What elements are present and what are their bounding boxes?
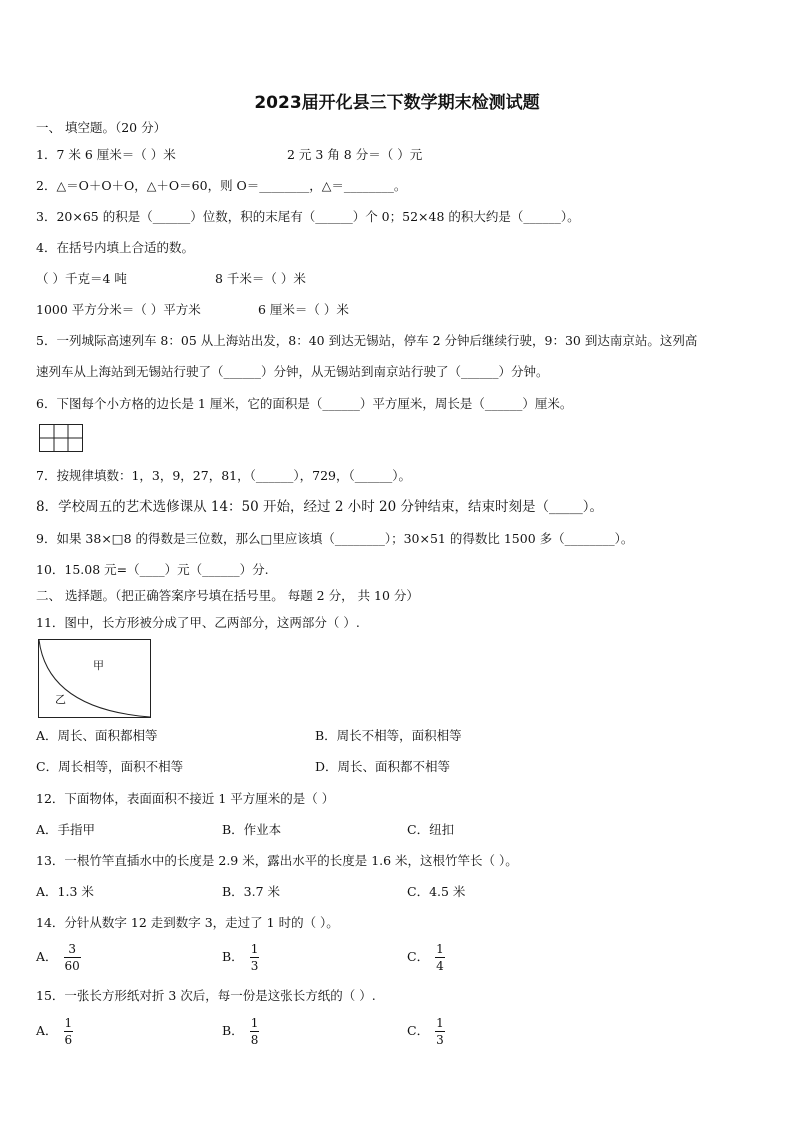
fraction (435, 942, 445, 973)
option-label: A． (36, 1023, 58, 1038)
denominator: 3 (250, 959, 259, 973)
denominator: 60 (64, 959, 80, 973)
question-6: 6．下图每个小方格的边长是 1 厘米，它的面积是（______）平方厘米，周长是（______）厘米。 (36, 396, 573, 411)
question-15: 15．一张长方形纸对折 3 次后，每一份是这张长方纸的（ ）. (36, 988, 376, 1003)
question-9: 9．如果 38×□8 的得数是三位数，那么□里应该填（________）；30×51 的得数比 1500 多（________）。 (36, 531, 634, 546)
option-label: B． (222, 949, 244, 964)
denominator: 6 (64, 1033, 73, 1047)
question-1b: 2 元 3 角 8 分＝（ ）元 (287, 147, 423, 162)
numerator: 1 (64, 1016, 73, 1030)
question-14: 14．分针从数字 12 走到数字 3，走过了 1 时的（ ）。 (36, 915, 339, 930)
question-12-option-b: B．作业本 (222, 822, 282, 837)
option-label: C． (407, 1023, 430, 1038)
numerator: 3 (68, 942, 76, 956)
question-5-line2: 速列车从上海站到无锡站行驶了（______）分钟，从无锡站到南京站行驶了（______）分钟。 (36, 364, 549, 379)
numerator: 1 (250, 942, 259, 956)
section-choice-heading: 二、 选择题。（把正确答案序号填在括号里。 每题 2 分， 共 10 分） (36, 588, 419, 603)
denominator: 4 (436, 959, 444, 973)
denominator: 8 (250, 1033, 259, 1047)
question-4a: （ ）千克＝4 吨 (36, 271, 127, 286)
option-label: A． (36, 949, 58, 964)
question-4: 4．在括号内填上合适的数。 (36, 240, 194, 255)
option-label: B． (222, 1023, 244, 1038)
question-14-option-b (222, 942, 259, 973)
question-15-option-a (36, 1016, 73, 1047)
question-15-option-b (222, 1016, 259, 1047)
section-fill-in-heading: 一、 填空题。（20 分） (36, 120, 167, 135)
question-4d: 6 厘米＝（ ）米 (258, 302, 349, 317)
numerator: 1 (436, 1016, 444, 1030)
question-11: 11．图中，长方形被分成了甲、乙两部分，这两部分（ ）. (36, 615, 360, 630)
question-13-option-c: C．4.5 米 (407, 884, 466, 899)
question-11-option-c: C．周长相等，面积不相等 (36, 759, 184, 774)
question-4b: 8 千米＝（ ）米 (215, 271, 306, 286)
question-1a: 1．7 米 6 厘米＝（ ）米 (36, 147, 176, 162)
fraction (250, 1016, 260, 1047)
numerator: 1 (250, 1016, 259, 1030)
fraction (435, 1016, 445, 1047)
fraction (64, 942, 81, 973)
question-12: 12．下面物体，表面面积不接近 1 平方厘米的是（ ） (36, 791, 335, 806)
question-3: 3．20×65 的积是（______）位数，积的末尾有（______）个 0；52×48 的积大约是（______）。 (36, 209, 580, 224)
question-5-line1: 5．一列城际高速列车 8：05 从上海站出发，8：40 到达无锡站，停车 2 分钟后继续行驶，9：30 到达南京站。这列高 (36, 333, 698, 348)
fraction (250, 942, 260, 973)
label-yi: 乙 (55, 693, 66, 706)
question-13-option-a: A．1.3 米 (36, 884, 94, 899)
question-2: 2．△＝O＋O＋O，△＋O＝60，则 O＝________，△＝________。 (36, 178, 407, 193)
rectangle-figure (38, 639, 152, 719)
label-jia: 甲 (93, 659, 104, 672)
rectangle-split-drawing (38, 639, 152, 719)
question-15-option-c (407, 1016, 445, 1047)
question-11-option-a: A．周长、面积都相等 (36, 728, 158, 743)
question-7: 7．按规律填数：1，3，9，27，81，（______），729，（______）。 (36, 468, 411, 483)
question-11-option-b: B．周长不相等，面积相等 (315, 728, 462, 743)
question-8: 8．学校周五的艺术选修课从 14：50 开始，经过 2 小时 20 分钟结束，结束时刻是（_____）。 (36, 499, 603, 515)
question-14-option-a (36, 942, 81, 973)
question-4c: 1000 平方分米＝（ ）平方米 (36, 302, 201, 317)
question-11-option-d: D．周长、面积都不相等 (315, 759, 451, 774)
numerator: 1 (436, 942, 444, 956)
grid-figure (39, 424, 83, 452)
question-12-option-c: C．纽扣 (407, 822, 455, 837)
option-label: C． (407, 949, 430, 964)
denominator: 3 (436, 1033, 444, 1047)
fraction (64, 1016, 74, 1047)
question-12-option-a: A．手指甲 (36, 822, 96, 837)
question-14-option-c (407, 942, 445, 973)
question-13-option-b: B．3.7 米 (222, 884, 281, 899)
page-title: 2023届开化县三下数学期末检测试题 (254, 93, 540, 113)
question-13: 13．一根竹竿直插水中的长度是 2.9 米，露出水平的长度是 1.6 米，这根竹竿长（ ）。 (36, 853, 518, 868)
question-10: 10．15.08 元=（____）元（______）分. (36, 562, 269, 577)
